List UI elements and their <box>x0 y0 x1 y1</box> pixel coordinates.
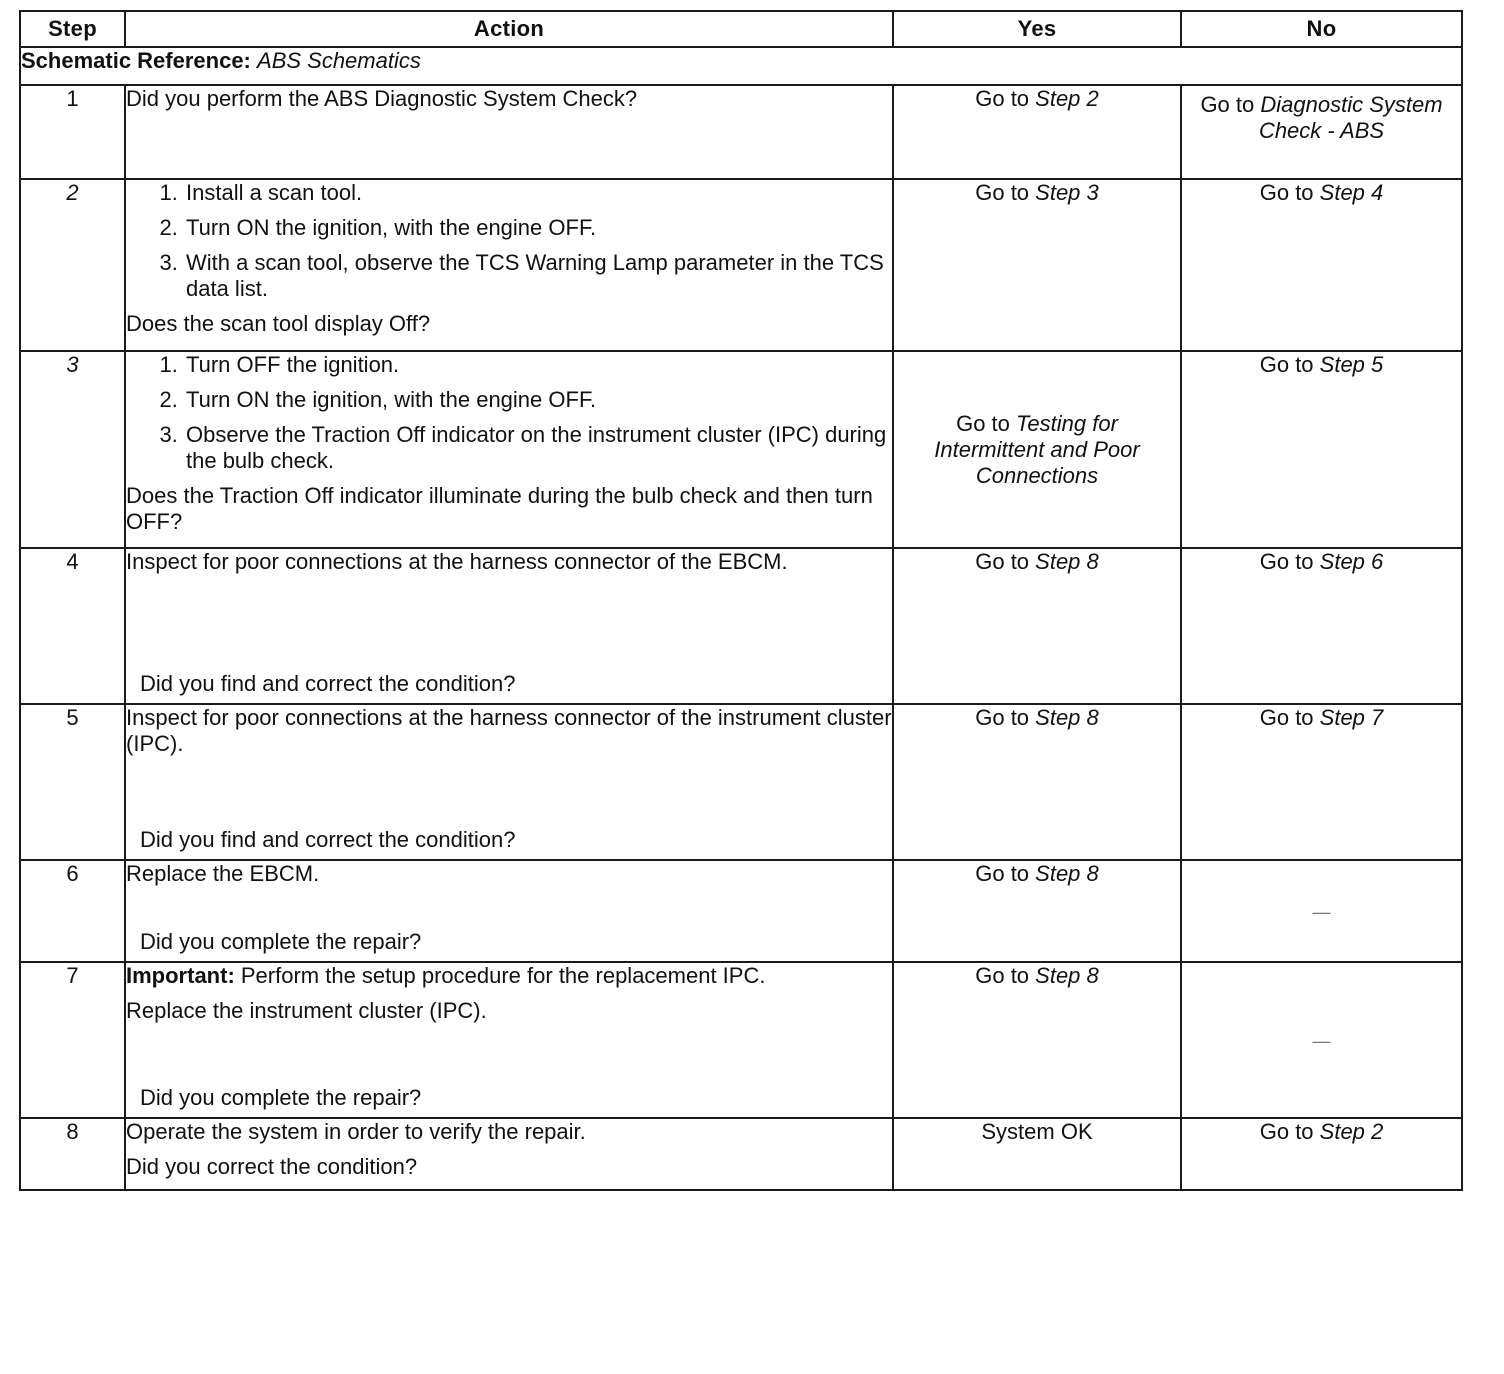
action-steps-list <box>126 180 892 302</box>
no-dash: — <box>1312 901 1331 922</box>
action-question: Did you find and correct the condition? <box>140 827 516 852</box>
action-cell <box>125 704 893 860</box>
yes-prefix: Go to <box>975 549 1036 574</box>
yes-cell <box>893 548 1181 704</box>
important-note <box>126 963 892 989</box>
yes-link: Step 8 <box>1035 963 1099 988</box>
no-cell <box>1181 860 1462 962</box>
action-cell <box>125 85 893 179</box>
schematic-reference-label: Schematic Reference: <box>21 48 251 73</box>
table-header-row <box>20 11 1462 47</box>
action-text: Replace the instrument cluster (IPC). <box>126 998 487 1023</box>
yes-cell <box>893 704 1181 860</box>
action-step-item: 1. Install a scan tool. <box>184 180 892 206</box>
header-action: Action <box>125 11 893 47</box>
yes-link: Step 8 <box>1035 861 1099 886</box>
action-cell <box>125 962 893 1118</box>
action-text: Replace the EBCM. <box>126 861 320 886</box>
yes-link: Step 8 <box>1035 549 1099 574</box>
yes-link: Step 8 <box>1035 705 1099 730</box>
step-number: 1 <box>20 85 125 179</box>
no-link: Step 4 <box>1319 180 1384 205</box>
no-cell <box>1181 179 1462 351</box>
action-question: Did you perform the ABS Diagnostic System Check? <box>126 86 638 111</box>
yes-prefix: Go to <box>975 180 1036 205</box>
yes-result: System OK <box>981 1119 1093 1144</box>
action-question: Did you find and correct the condition? <box>140 671 516 696</box>
action-cell <box>125 351 893 548</box>
step-number: 8 <box>20 1118 125 1190</box>
no-cell <box>1181 351 1462 548</box>
action-question: Does the scan tool display Off? <box>126 311 431 336</box>
action-cell <box>125 860 893 962</box>
yes-prefix: Go to <box>975 861 1036 886</box>
action-cell <box>125 179 893 351</box>
schematic-reference-row <box>20 47 1462 85</box>
no-prefix: Go to <box>1259 549 1320 574</box>
no-link: Step 7 <box>1319 705 1384 730</box>
table-row <box>20 860 1462 962</box>
yes-link: Step 2 <box>1035 86 1099 111</box>
yes-cell <box>893 860 1181 962</box>
schematic-reference-value: ABS Schematics <box>257 48 421 73</box>
yes-prefix: Go to <box>975 705 1036 730</box>
yes-cell <box>893 1118 1181 1190</box>
no-prefix: Go to <box>1259 352 1320 377</box>
action-question: Did you complete the repair? <box>140 1085 422 1110</box>
yes-cell <box>893 85 1181 179</box>
table-row <box>20 179 1462 351</box>
header-yes: Yes <box>893 11 1181 47</box>
yes-cell <box>893 179 1181 351</box>
no-prefix: Go to <box>1259 1119 1320 1144</box>
no-link: Step 2 <box>1319 1119 1384 1144</box>
schematic-reference <box>20 47 1462 85</box>
no-dash: — <box>1312 1030 1331 1051</box>
action-question: Did you complete the repair? <box>140 929 422 954</box>
step-number: 3 <box>20 351 125 548</box>
action-question: Does the Traction Off indicator illuminate during the bulb check and then turn OFF? <box>126 483 873 534</box>
action-text: Inspect for poor connections at the harness connector of the EBCM. <box>126 549 788 574</box>
table-row <box>20 351 1462 548</box>
no-cell <box>1181 548 1462 704</box>
no-link: Step 6 <box>1319 549 1384 574</box>
step-number: 5 <box>20 704 125 860</box>
yes-cell <box>893 962 1181 1118</box>
action-step-item: 2. Turn ON the ignition, with the engine OFF. <box>184 215 892 241</box>
step-number: 2 <box>20 179 125 351</box>
important-label: Important: <box>126 963 235 988</box>
yes-prefix: Go to <box>975 86 1036 111</box>
no-prefix: Go to <box>1259 180 1320 205</box>
yes-cell <box>893 351 1181 548</box>
yes-link: Step 3 <box>1035 180 1099 205</box>
table-row <box>20 962 1462 1118</box>
action-step-item: 3. Observe the Traction Off indicator on the instrument cluster (IPC) during the bulb check. <box>184 422 892 474</box>
no-prefix: Go to <box>1200 92 1261 117</box>
table-row <box>20 85 1462 179</box>
header-step: Step <box>20 11 125 47</box>
yes-prefix: Go to <box>956 410 1016 436</box>
step-number: 6 <box>20 860 125 962</box>
no-cell <box>1181 1118 1462 1190</box>
header-no: No <box>1181 11 1462 47</box>
step-number: 7 <box>20 962 125 1118</box>
no-link: Diagnostic System Check - ABS <box>1258 92 1443 143</box>
step-number: 4 <box>20 548 125 704</box>
yes-link: Testing for Intermittent and Poor Connections <box>934 410 1140 488</box>
yes-prefix: Go to <box>975 963 1036 988</box>
action-text: Operate the system in order to verify the repair. <box>126 1119 586 1144</box>
action-step-item: 2. Turn ON the ignition, with the engine OFF. <box>184 387 892 413</box>
action-steps-list <box>126 352 892 474</box>
diagnostic-table <box>19 10 1463 1191</box>
table-row <box>20 548 1462 704</box>
no-cell <box>1181 85 1462 179</box>
table-row <box>20 1118 1462 1190</box>
no-prefix: Go to <box>1259 705 1320 730</box>
no-cell <box>1181 704 1462 860</box>
action-cell <box>125 548 893 704</box>
important-text: Perform the setup procedure for the replacement IPC. <box>234 963 766 988</box>
table-row <box>20 704 1462 860</box>
action-cell <box>125 1118 893 1190</box>
action-text: Inspect for poor connections at the harness connector of the instrument cluster (IPC). <box>126 705 892 756</box>
action-question: Did you correct the condition? <box>126 1154 418 1179</box>
no-link: Step 5 <box>1319 352 1384 377</box>
action-step-item: 1. Turn OFF the ignition. <box>184 352 892 378</box>
no-cell <box>1181 962 1462 1118</box>
action-step-item: 3. With a scan tool, observe the TCS Warning Lamp parameter in the TCS data list. <box>184 250 892 302</box>
